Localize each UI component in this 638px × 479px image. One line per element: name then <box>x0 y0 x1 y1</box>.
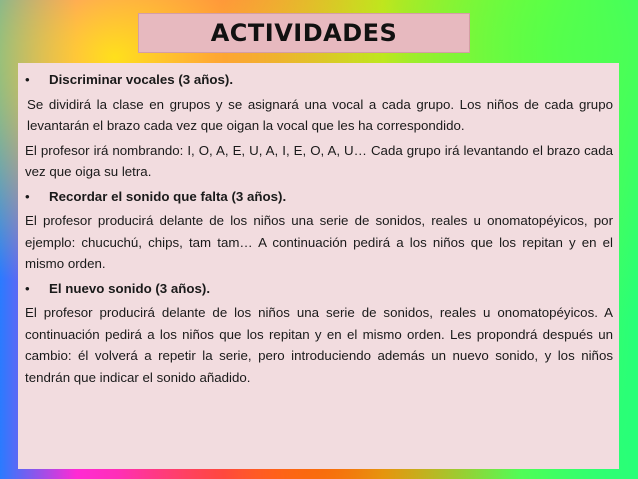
paragraph: Se dividirá la clase en grupos y se asignará una vocal a cada grupo. Los niños de cada grupo levantarán el brazo cada vez que oigan la vocal que les ha correspondido. <box>27 96 613 133</box>
heading-nuevo-sonido: El nuevo sonido (3 años). <box>49 280 211 296</box>
paragraph: El profesor irá nombrando: I, O, A, E, U, A, I, E, O, A, U… Cada grupo irá levantando el brazo cada vez que oiga su letra. <box>25 142 613 179</box>
section-heading <box>25 69 613 91</box>
slide-title: ACTIVIDADES <box>210 19 398 47</box>
title-banner <box>138 13 470 53</box>
heading-discriminar-vocales: Discriminar vocales (3 años). <box>49 72 234 87</box>
bullet-dot: • <box>25 188 30 204</box>
section-heading <box>25 186 613 208</box>
section-heading <box>25 278 613 300</box>
heading-recordar-sonido: Recordar el sonido que falta (3 años). <box>49 188 287 204</box>
paragraph: El profesor producirá delante de los niños una serie de sonidos, reales u onomatopéyicos. A continuación pedirá a los niños que los repitan y en el mismo orden. Les propondrá después un cambio: él volverá a repetir la serie, pero introduciendo además un nuevo sonido, y los niños tendrán que indicar el sonido añadido. <box>25 305 613 385</box>
content-panel <box>18 63 619 469</box>
bullet-dot: • <box>25 280 30 296</box>
bullet-dot: • <box>25 72 30 87</box>
paragraph: El profesor producirá delante de los niños una serie de sonidos, reales u onomatopéyicos, por ejemplo: chucuchú, chips, tam tam… A continuación pedirá a los niños que los repitan y en el mismo orden. <box>25 213 613 271</box>
